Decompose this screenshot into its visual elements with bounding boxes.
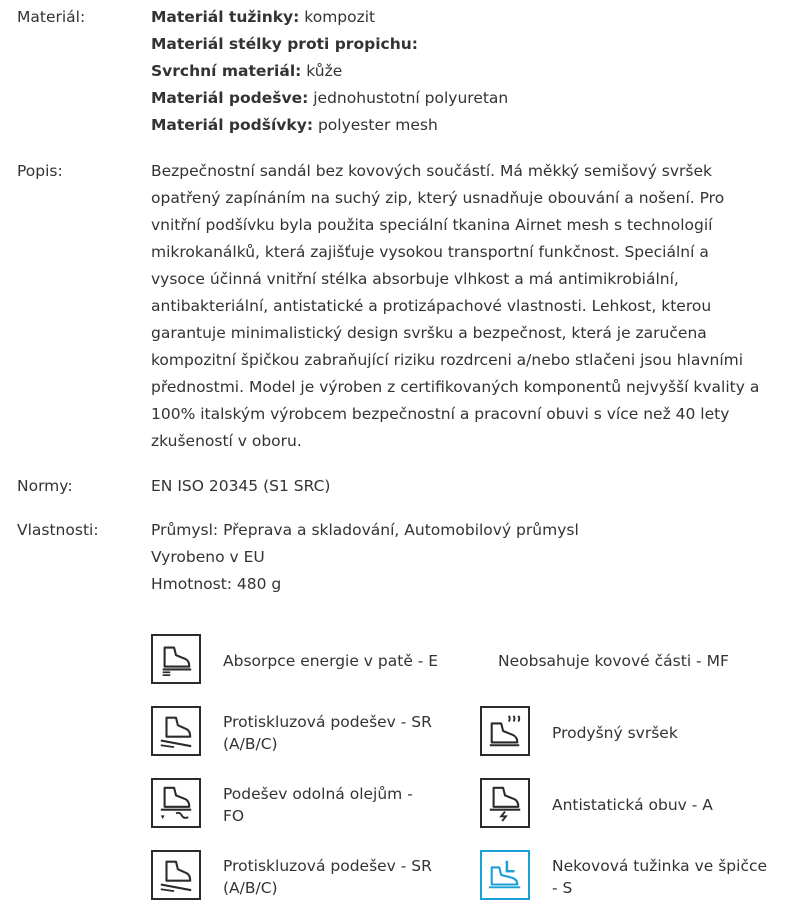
material-item (151, 4, 508, 31)
feature-label (223, 855, 432, 899)
material-item-value: polyester mesh (313, 116, 438, 134)
feature-breathable (480, 706, 530, 756)
material-item (151, 112, 508, 139)
feature-slip-resistant-2 (151, 850, 201, 900)
description-label: Popis: (17, 162, 63, 180)
heel-energy-absorption-icon (151, 634, 201, 684)
properties-label: Vlastnosti: (17, 521, 99, 539)
material-item (151, 85, 508, 112)
non-metal-toecap-icon (480, 850, 530, 900)
material-item (151, 31, 508, 58)
antistatic-shoe-icon (480, 778, 530, 828)
feature-label-line: Podešev odolná olejům - (223, 785, 413, 803)
description-line: přednostmi. Model je výroben z certifikovaných komponentů nejvyšší kvality a (151, 378, 760, 396)
feature-label (223, 783, 413, 827)
feature-label: Antistatická obuv - A (552, 796, 713, 814)
material-item-name: Svrchní materiál: (151, 62, 302, 80)
material-item-name: Materiál stélky proti propichu: (151, 35, 418, 53)
feature-label (223, 711, 432, 755)
feature-label: Prodyšný svršek (552, 724, 678, 742)
property-line: Vyrobeno v EU (151, 548, 265, 566)
feature-label-line: Nekovová tužinka ve špičce (552, 857, 768, 875)
description-line: Bezpečnostní sandál bez kovových součástí. Má měkký semišový svršek (151, 162, 713, 180)
material-label: Materiál: (17, 8, 86, 26)
norms-value: EN ISO 20345 (S1 SRC) (151, 477, 331, 495)
feature-label: Absorpce energie v patě - E (223, 652, 439, 670)
feature-label-line: Protiskluzová podešev - SR (223, 857, 432, 875)
material-item (151, 58, 508, 85)
description-line: kompozitní špičkou zabraňující riziku rozdrceni a/nebo stlačeni jsou hlavními (151, 351, 744, 369)
description-line: 100% italským výrobcem bezpečnostní a pracovní obuvi s více než 40 lety (151, 405, 730, 423)
oil-resistant-sole-icon (151, 778, 201, 828)
breathable-upper-icon (480, 706, 530, 756)
description-line: antibakteriální, antistatické a protizápachové vlastnosti. Lehkost, kterou (151, 297, 712, 315)
properties-list (151, 517, 579, 598)
material-list (151, 4, 508, 139)
description-text (151, 158, 781, 455)
material-item-name: Materiál podšívky: (151, 116, 314, 134)
property-line: Hmotnost: 480 g (151, 575, 282, 593)
feature-label-line: Protiskluzová podešev - SR (223, 713, 432, 731)
feature-heel-energy-absorption (151, 634, 201, 684)
material-item-value: kompozit (299, 8, 376, 26)
feature-label-line: (A/B/C) (223, 735, 278, 753)
material-item-value: kůže (301, 62, 343, 80)
slip-resistant-sole-icon (151, 706, 201, 756)
norms-label: Normy: (17, 477, 73, 495)
feature-label-line: (A/B/C) (223, 879, 278, 897)
description-line: zkušeností v oboru. (151, 432, 302, 450)
feature-non-metal-toecap (480, 850, 530, 900)
material-item-name: Materiál podešve: (151, 89, 309, 107)
description-line: mikrokanálků, která zajišťuje vysokou transportní funkčnost. Speciální a (151, 243, 709, 261)
property-line: Průmysl: Přeprava a skladování, Automobilový průmysl (151, 521, 579, 539)
description-line: vysoce účinná vnitřní stélka absorbuje vlhkost a má antimikrobiální, (151, 270, 679, 288)
description-line: opatřený zapínáním na suchý zip, který usnadňuje obouvání a nošení. Pro (151, 189, 725, 207)
feature-label-line: FO (223, 807, 245, 825)
feature-antistatic (480, 778, 530, 828)
feature-label: Neobsahuje kovové části - MF (498, 652, 729, 670)
feature-label (552, 855, 767, 899)
feature-label-line: - S (552, 879, 573, 897)
material-item-name: Materiál tužinky: (151, 8, 300, 26)
feature-oil-resistant (151, 778, 201, 828)
feature-slip-resistant (151, 706, 201, 756)
description-line: vnitřní podšívku byla použita speciální tkanina Airnet mesh s technologií (151, 216, 713, 234)
material-item-value: jednohustotní polyuretan (308, 89, 509, 107)
slip-resistant-sole-icon (151, 850, 201, 900)
description-line: garantuje minimalistický design svršku a bezpečnost, která je zaručena (151, 324, 707, 342)
